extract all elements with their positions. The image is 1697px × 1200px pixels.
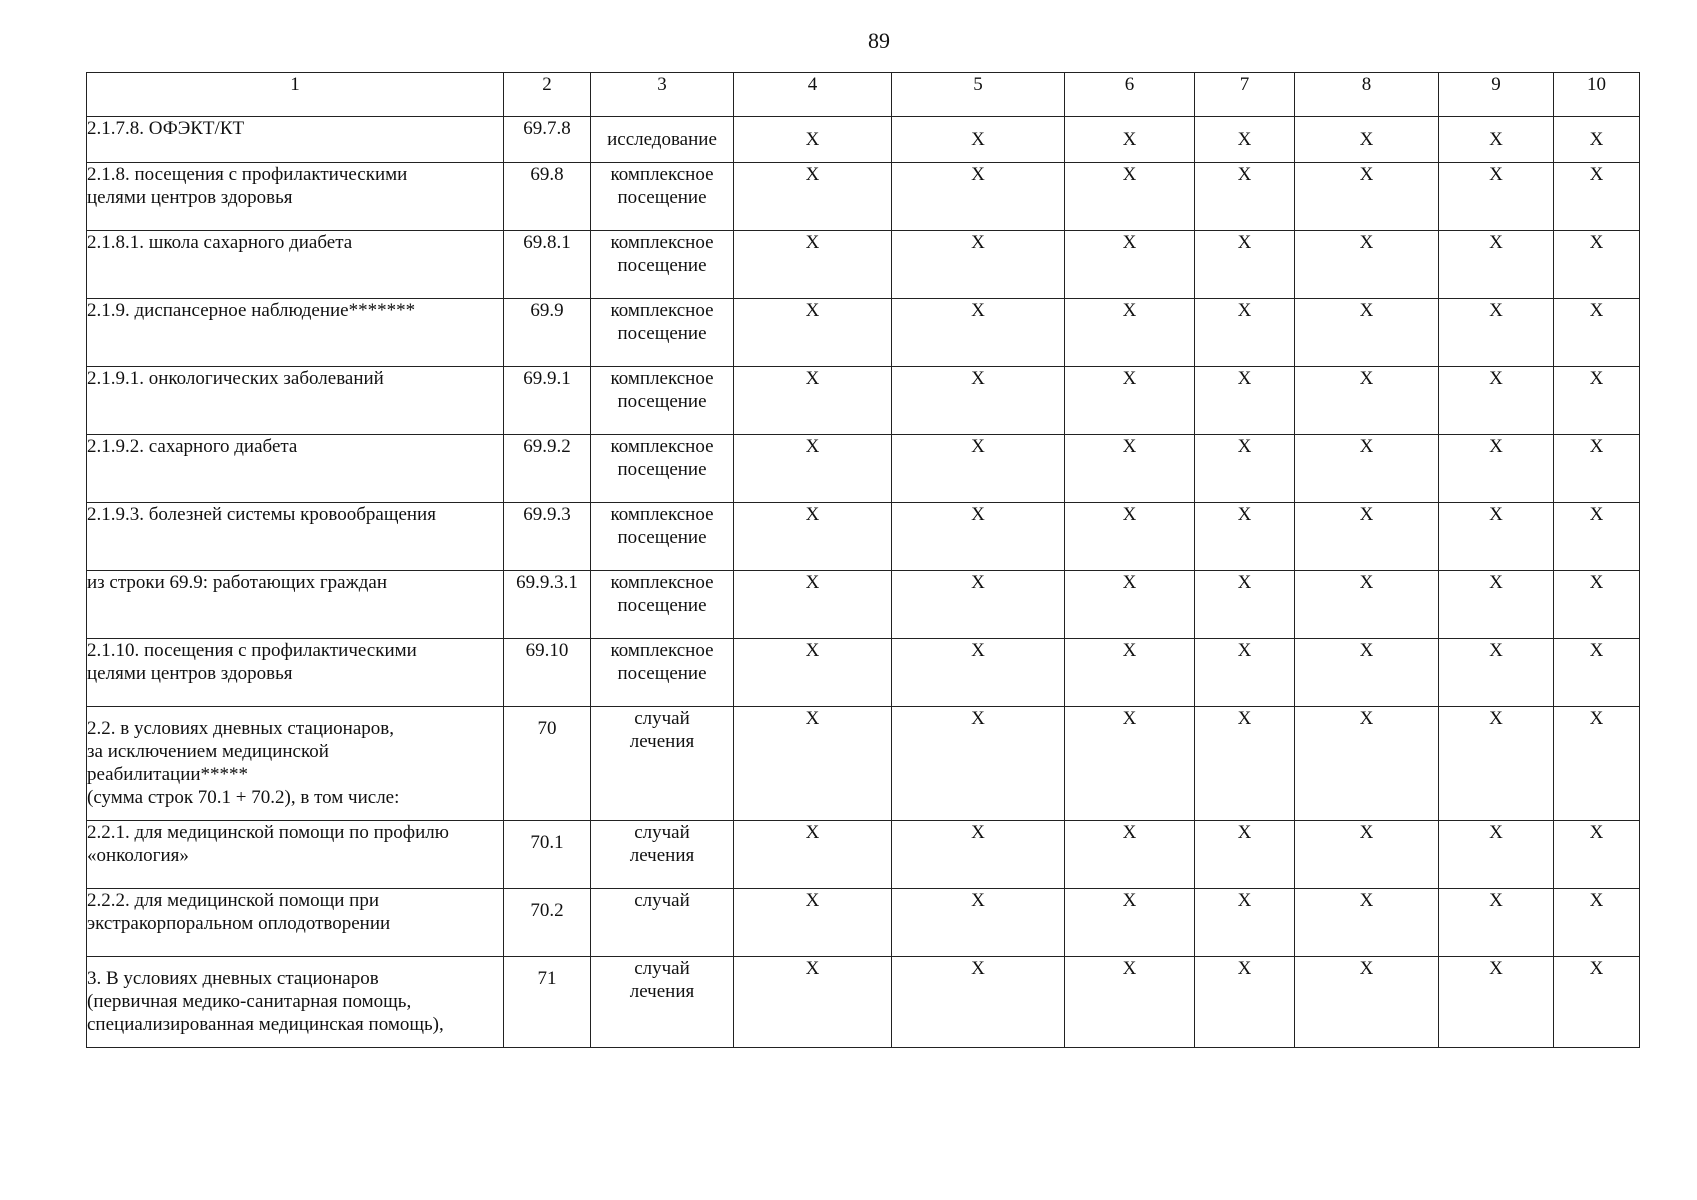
value-cell: X	[1554, 889, 1640, 957]
row-unit-line: исследование	[607, 129, 717, 150]
row-code-cell: 69.9.1	[504, 367, 591, 435]
value-cell: X	[1065, 367, 1195, 435]
value-cell: X	[1195, 503, 1295, 571]
row-name-line: 2.1.9.2. сахарного диабета	[87, 436, 298, 457]
value-cell: X	[1554, 231, 1640, 299]
row-unit-line: лечения	[629, 731, 695, 752]
table-row	[87, 571, 1640, 639]
value-cell: X	[1439, 639, 1554, 707]
row-name-line: (сумма строк 70.1 + 70.2), в том числе:	[87, 787, 400, 808]
row-name-cell	[87, 821, 504, 889]
value-cell: X	[1554, 957, 1640, 1048]
row-name-cell	[87, 571, 504, 639]
value-cell: X	[1554, 435, 1640, 503]
row-name-line: 2.2.1. для медицинской помощи по профилю	[87, 822, 449, 843]
column-header: 8	[1295, 73, 1439, 117]
value-cell: X	[892, 117, 1065, 163]
row-code-cell: 70.2	[504, 889, 591, 957]
value-cell: X	[1065, 707, 1195, 821]
value-cell: X	[1439, 821, 1554, 889]
row-name-line: (первичная медико-санитарная помощь,	[87, 991, 412, 1012]
table-row	[87, 639, 1640, 707]
row-name-line: 2.1.7.8. ОФЭКТ/КТ	[87, 118, 245, 139]
row-name-cell	[87, 231, 504, 299]
row-unit-cell	[591, 707, 734, 821]
row-name-line: 2.1.10. посещения с профилактическими	[87, 640, 417, 661]
row-unit-line: посещение	[617, 527, 707, 548]
column-header: 10	[1554, 73, 1640, 117]
row-unit-line: комплексное	[610, 504, 714, 525]
value-cell: X	[734, 299, 892, 367]
value-cell: X	[1195, 163, 1295, 231]
table-row	[87, 957, 1640, 1048]
row-name-line: целями центров здоровья	[87, 663, 293, 684]
value-cell: X	[1065, 117, 1195, 163]
row-unit-line: посещение	[617, 459, 707, 480]
value-cell: X	[892, 821, 1065, 889]
value-cell: X	[1439, 707, 1554, 821]
row-unit-line: лечения	[629, 845, 695, 866]
value-cell: X	[1065, 821, 1195, 889]
table-row	[87, 821, 1640, 889]
value-cell: X	[1439, 117, 1554, 163]
value-cell: X	[1439, 231, 1554, 299]
row-unit-line: случай	[634, 958, 690, 979]
row-unit-line: комплексное	[610, 640, 714, 661]
row-unit-cell	[591, 639, 734, 707]
row-name-line: за исключением медицинской	[87, 741, 329, 762]
value-cell: X	[734, 957, 892, 1048]
value-cell: X	[1554, 503, 1640, 571]
value-cell: X	[734, 117, 892, 163]
value-cell: X	[734, 639, 892, 707]
value-cell: X	[1065, 163, 1195, 231]
header-row	[87, 73, 1640, 117]
value-cell: X	[1065, 571, 1195, 639]
row-name-line: целями центров здоровья	[87, 187, 293, 208]
row-unit-cell	[591, 117, 734, 163]
row-unit-line: комплексное	[610, 368, 714, 389]
table-row	[87, 503, 1640, 571]
row-unit-cell	[591, 435, 734, 503]
row-code-cell: 69.10	[504, 639, 591, 707]
row-code-cell: 69.9	[504, 299, 591, 367]
value-cell: X	[1295, 299, 1439, 367]
row-unit-line: посещение	[617, 187, 707, 208]
row-unit-line: посещение	[617, 323, 707, 344]
row-unit-cell	[591, 163, 734, 231]
value-cell: X	[1195, 889, 1295, 957]
row-unit-line: комплексное	[610, 300, 714, 321]
value-cell: X	[1439, 503, 1554, 571]
value-cell: X	[734, 435, 892, 503]
value-cell: X	[1195, 117, 1295, 163]
value-cell: X	[1195, 231, 1295, 299]
value-cell: X	[892, 367, 1065, 435]
value-cell: X	[1295, 957, 1439, 1048]
row-name-line: 2.1.9.3. болезней системы кровообращения	[87, 504, 436, 525]
column-header: 9	[1439, 73, 1554, 117]
row-unit-cell	[591, 299, 734, 367]
value-cell: X	[892, 707, 1065, 821]
row-name-line: 2.1.9.1. онкологических заболеваний	[87, 368, 384, 389]
value-cell: X	[1439, 299, 1554, 367]
row-unit-cell	[591, 821, 734, 889]
value-cell: X	[1195, 571, 1295, 639]
row-name-cell	[87, 503, 504, 571]
row-name-cell	[87, 957, 504, 1048]
row-name-line: 2.1.8. посещения с профилактическими	[87, 164, 408, 185]
value-cell: X	[1295, 163, 1439, 231]
value-cell: X	[1195, 957, 1295, 1048]
value-cell: X	[1554, 117, 1640, 163]
row-code-cell: 70	[504, 707, 591, 821]
value-cell: X	[892, 163, 1065, 231]
row-name-line: из строки 69.9: работающих граждан	[87, 572, 388, 593]
row-unit-line: случай	[634, 708, 690, 729]
row-name-cell	[87, 435, 504, 503]
value-cell: X	[892, 231, 1065, 299]
value-cell: X	[1295, 889, 1439, 957]
value-cell: X	[1295, 639, 1439, 707]
value-cell: X	[1439, 571, 1554, 639]
value-cell: X	[892, 435, 1065, 503]
value-cell: X	[1554, 571, 1640, 639]
value-cell: X	[734, 821, 892, 889]
value-cell: X	[1195, 707, 1295, 821]
value-cell: X	[892, 571, 1065, 639]
row-name-line: специализированная медицинская помощь),	[87, 1014, 444, 1035]
value-cell: X	[1195, 435, 1295, 503]
table-row	[87, 117, 1640, 163]
row-unit-line: комплексное	[610, 436, 714, 457]
column-header: 7	[1195, 73, 1295, 117]
value-cell: X	[1295, 435, 1439, 503]
row-code-cell: 71	[504, 957, 591, 1048]
value-cell: X	[734, 889, 892, 957]
value-cell: X	[1554, 367, 1640, 435]
row-code-cell: 69.9.2	[504, 435, 591, 503]
row-name-cell	[87, 639, 504, 707]
row-code-cell: 69.7.8	[504, 117, 591, 163]
value-cell: X	[892, 889, 1065, 957]
row-unit-cell	[591, 231, 734, 299]
value-cell: X	[1195, 367, 1295, 435]
value-cell: X	[1065, 889, 1195, 957]
value-cell: X	[1295, 503, 1439, 571]
row-unit-cell	[591, 503, 734, 571]
row-unit-line: посещение	[617, 255, 707, 276]
value-cell: X	[1439, 163, 1554, 231]
column-header: 3	[591, 73, 734, 117]
table-row	[87, 707, 1640, 821]
row-code-cell: 69.8.1	[504, 231, 591, 299]
value-cell: X	[734, 163, 892, 231]
value-cell: X	[1065, 435, 1195, 503]
row-unit-line: случай	[634, 890, 690, 911]
value-cell: X	[1554, 707, 1640, 821]
row-unit-cell	[591, 889, 734, 957]
value-cell: X	[1195, 299, 1295, 367]
column-header: 1	[87, 73, 504, 117]
row-unit-line: посещение	[617, 391, 707, 412]
table-row	[87, 163, 1640, 231]
row-name-line: реабилитации*****	[87, 764, 249, 785]
row-name-line: экстракорпоральном оплодотворении	[87, 913, 391, 934]
value-cell: X	[892, 503, 1065, 571]
row-name-line: 2.2. в условиях дневных стационаров,	[87, 718, 394, 739]
row-code-cell: 69.8	[504, 163, 591, 231]
row-unit-cell	[591, 957, 734, 1048]
row-name-line: «онкология»	[87, 845, 189, 866]
value-cell: X	[892, 639, 1065, 707]
value-cell: X	[1439, 957, 1554, 1048]
table-row	[87, 367, 1640, 435]
row-unit-line: комплексное	[610, 572, 714, 593]
row-name-line: 3. В условиях дневных стационаров	[87, 968, 379, 989]
value-cell: X	[734, 707, 892, 821]
column-header: 5	[892, 73, 1065, 117]
table-row	[87, 231, 1640, 299]
value-cell: X	[1065, 503, 1195, 571]
column-header: 2	[504, 73, 591, 117]
value-cell: X	[1295, 231, 1439, 299]
row-unit-line: комплексное	[610, 232, 714, 253]
table-row	[87, 435, 1640, 503]
row-unit-line: комплексное	[610, 164, 714, 185]
value-cell: X	[1439, 889, 1554, 957]
data-table	[86, 72, 1640, 1048]
value-cell: X	[1554, 163, 1640, 231]
value-cell: X	[734, 503, 892, 571]
value-cell: X	[892, 957, 1065, 1048]
value-cell: X	[1439, 435, 1554, 503]
row-name-line: 2.1.8.1. школа сахарного диабета	[87, 232, 353, 253]
value-cell: X	[1439, 367, 1554, 435]
value-cell: X	[1295, 821, 1439, 889]
value-cell: X	[1065, 231, 1195, 299]
value-cell: X	[734, 571, 892, 639]
value-cell: X	[1195, 639, 1295, 707]
row-name-cell	[87, 707, 504, 821]
page-number: 89	[868, 28, 890, 53]
value-cell: X	[892, 299, 1065, 367]
value-cell: X	[1065, 639, 1195, 707]
value-cell: X	[1295, 117, 1439, 163]
table-row	[87, 889, 1640, 957]
row-name-cell	[87, 117, 504, 163]
row-name-line: 2.1.9. диспансерное наблюдение*******	[87, 300, 416, 321]
row-code-cell: 70.1	[504, 821, 591, 889]
row-name-cell	[87, 889, 504, 957]
row-name-line: 2.2.2. для медицинской помощи при	[87, 890, 380, 911]
row-name-cell	[87, 367, 504, 435]
value-cell: X	[1195, 821, 1295, 889]
column-header: 6	[1065, 73, 1195, 117]
table-row	[87, 299, 1640, 367]
row-unit-cell	[591, 571, 734, 639]
row-unit-cell	[591, 367, 734, 435]
row-unit-line: случай	[634, 822, 690, 843]
value-cell: X	[1554, 299, 1640, 367]
row-name-cell	[87, 299, 504, 367]
value-cell: X	[1554, 639, 1640, 707]
value-cell: X	[1065, 957, 1195, 1048]
value-cell: X	[1295, 707, 1439, 821]
row-name-cell	[87, 163, 504, 231]
row-unit-line: лечения	[629, 981, 695, 1002]
value-cell: X	[734, 231, 892, 299]
value-cell: X	[1295, 367, 1439, 435]
value-cell: X	[1065, 299, 1195, 367]
row-unit-line: посещение	[617, 663, 707, 684]
value-cell: X	[1554, 821, 1640, 889]
row-unit-line: посещение	[617, 595, 707, 616]
value-cell: X	[1295, 571, 1439, 639]
row-code-cell: 69.9.3	[504, 503, 591, 571]
column-header: 4	[734, 73, 892, 117]
value-cell: X	[734, 367, 892, 435]
row-code-cell: 69.9.3.1	[504, 571, 591, 639]
